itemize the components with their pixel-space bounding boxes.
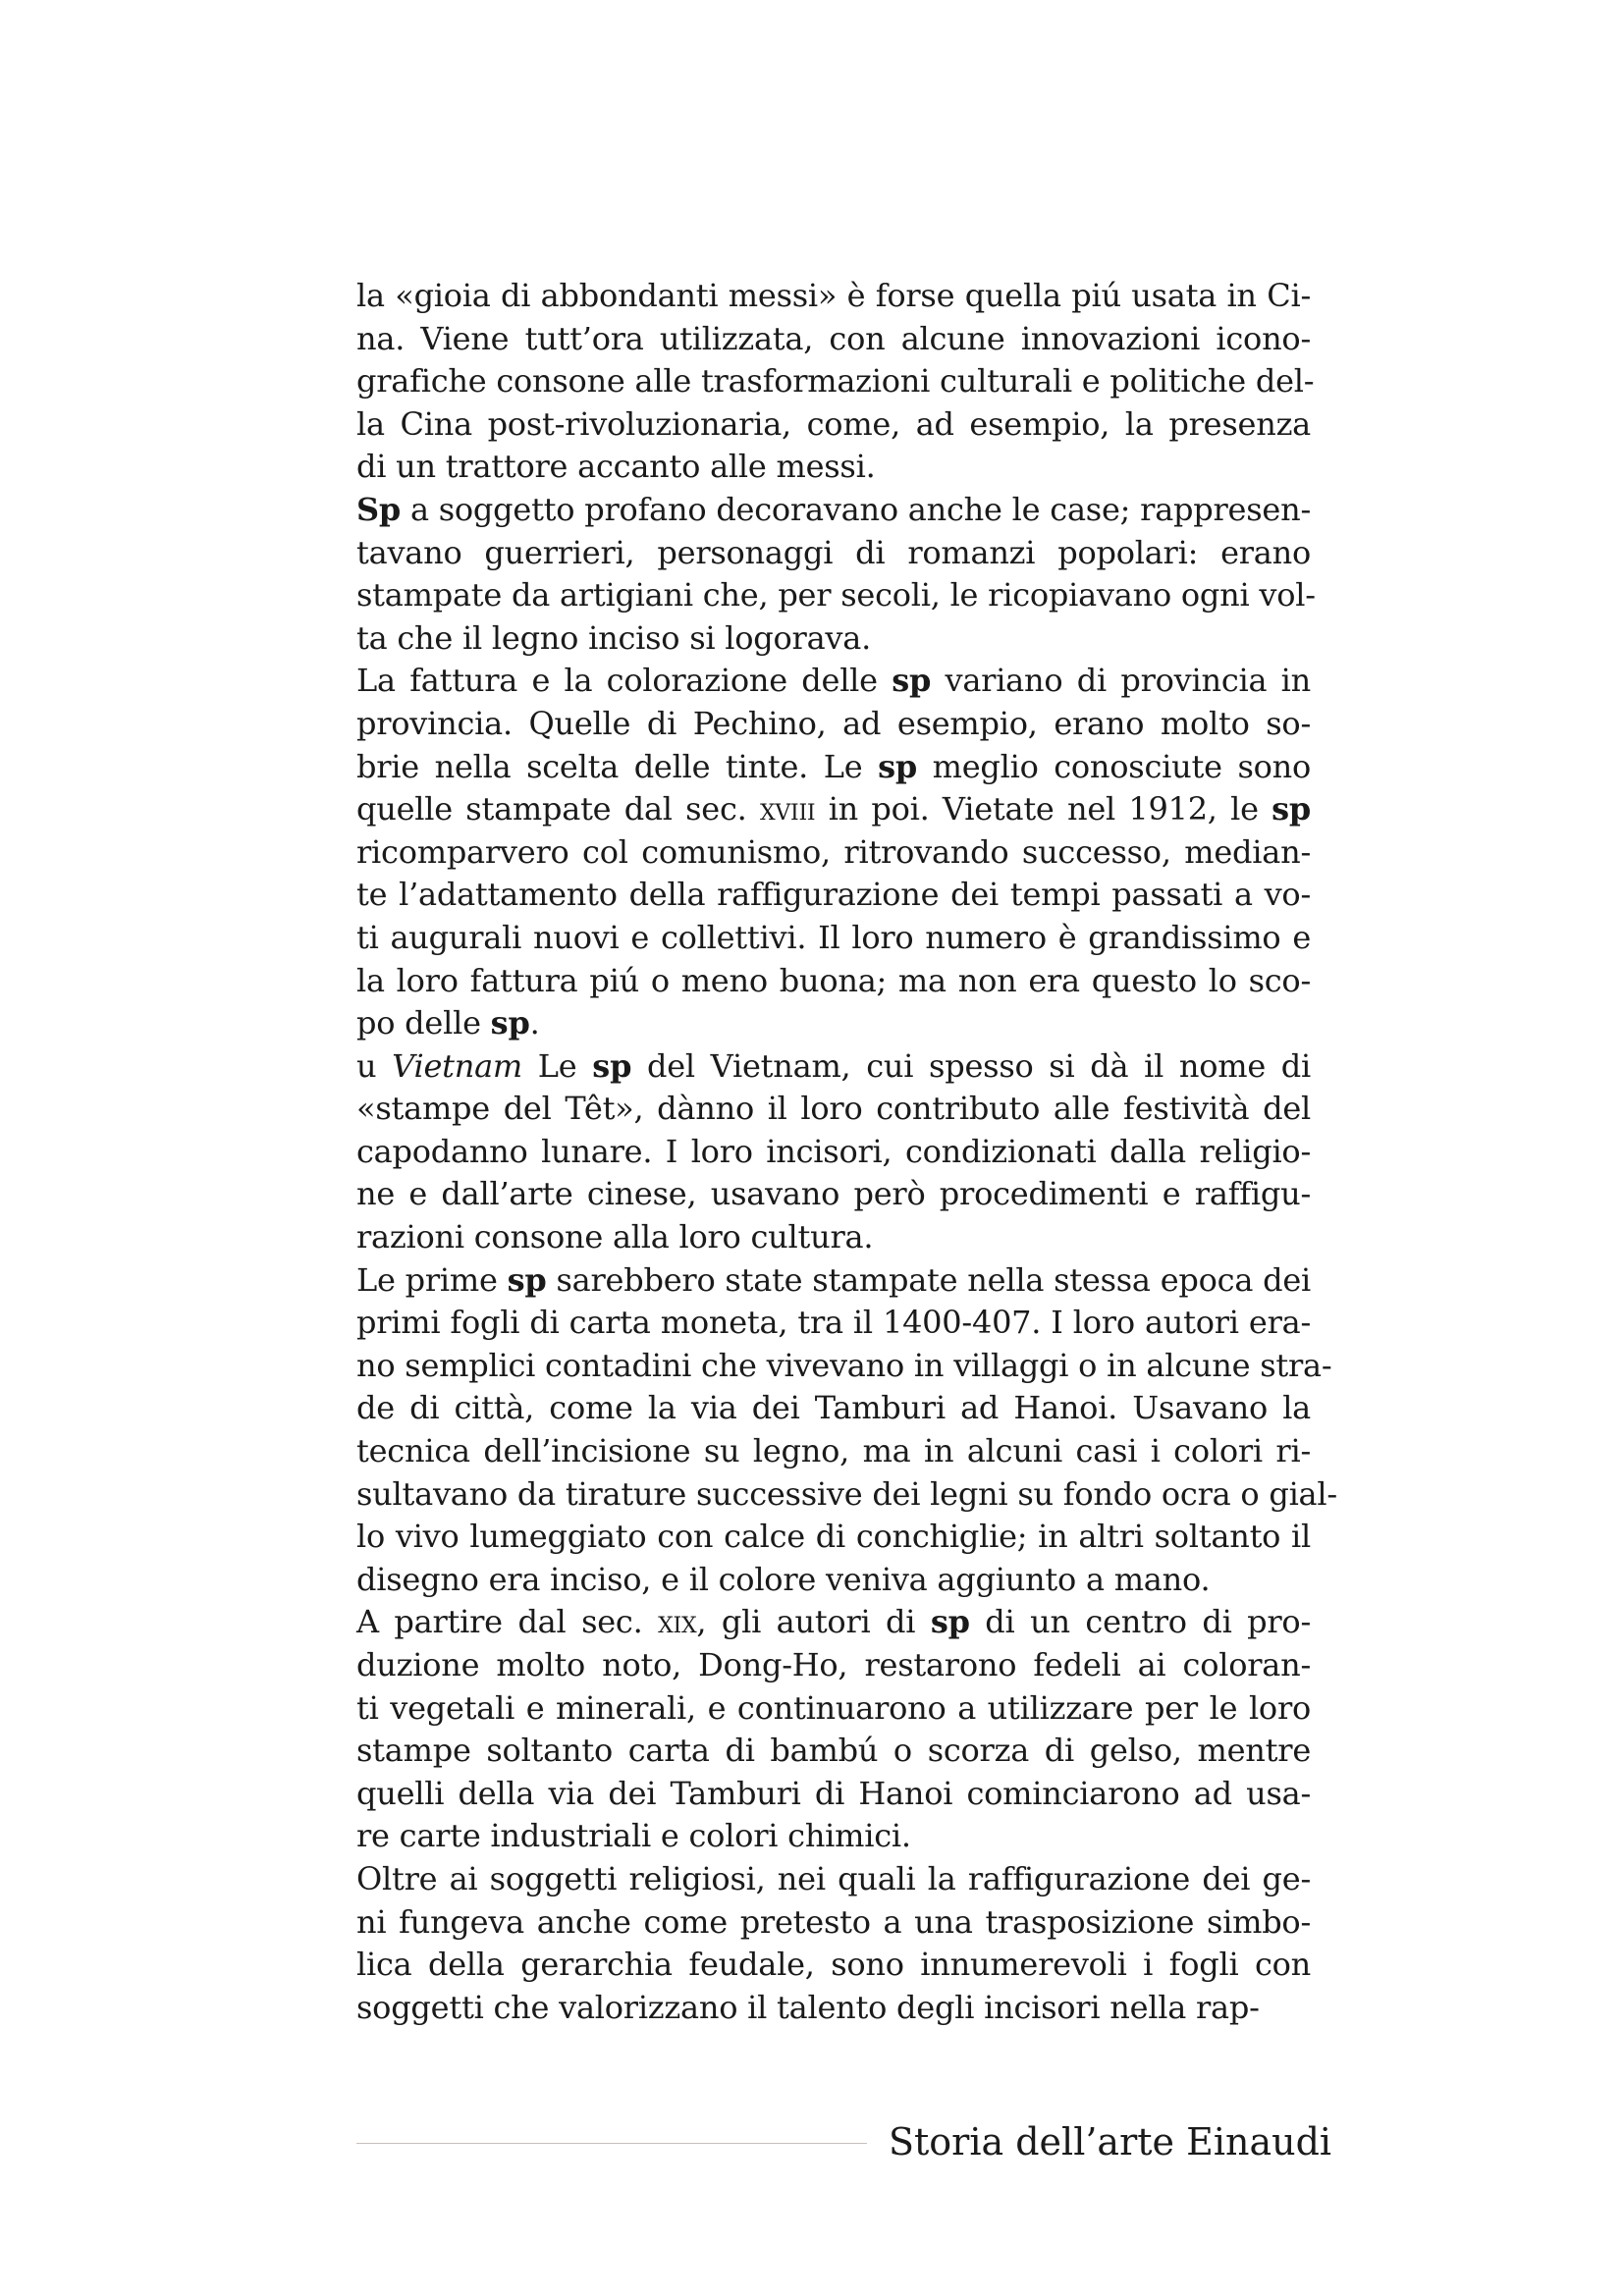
text-line <box>356 446 1311 489</box>
text-run: quelle stampate dal sec. <box>356 790 760 828</box>
paragraph <box>356 1601 1311 1858</box>
abbrev-term: sp <box>892 662 932 700</box>
text-run: variano di provincia in <box>931 662 1312 700</box>
abbrev-term: sp <box>930 1603 970 1641</box>
text-run: ricomparvero col comunismo, ritrovando successo, median- <box>356 832 1311 871</box>
text-line <box>356 1473 1337 1517</box>
abbrev-term: sp <box>878 747 917 785</box>
text-line <box>356 703 1311 746</box>
text-line <box>356 917 1311 960</box>
text-run: quelli della via dei Tamburi di Hanoi cominciarono ad usa- <box>356 1774 1311 1812</box>
text-run: po delle <box>356 1004 491 1042</box>
text-run: de di città, come la via dei Tamburi ad Hanoi. Usavano la <box>356 1389 1311 1427</box>
abbrev-term: sp <box>592 1046 632 1085</box>
text-line <box>356 1601 1311 1644</box>
text-line <box>356 1345 1332 1388</box>
text-line <box>356 660 1311 703</box>
text-line <box>356 1430 1311 1473</box>
text-line <box>356 489 1311 532</box>
text-run: ti vegetali e minerali, e continuarono a utilizzare per le loro <box>356 1688 1311 1727</box>
text-run: la Cina post-rivoluzionaria, come, ad esempio, la presenza <box>356 404 1311 443</box>
text-run: tecnica dell’incisione su legno, ma in alcuni casi i colori ri- <box>356 1432 1311 1470</box>
text-line <box>356 1088 1311 1131</box>
text-run: Le prime <box>356 1260 508 1299</box>
text-line <box>356 532 1311 575</box>
footer-rule <box>356 2143 867 2144</box>
text-line <box>356 1173 1311 1216</box>
text-run: provincia. Quelle di Pechino, ad esempio, erano molto so- <box>356 704 1311 742</box>
text-run: ti augurali nuovi e collettivi. Il loro numero è grandissimo e <box>356 918 1311 956</box>
text-run: primi fogli di carta moneta, tra il 1400-407. I loro autori era- <box>356 1304 1311 1342</box>
text-line <box>356 318 1311 361</box>
abbrev-term: Sp <box>356 490 401 528</box>
text-run: . <box>529 1004 540 1042</box>
text-run: ne e dall’arte cinese, usavano però procedimenti e raffigu- <box>356 1175 1311 1213</box>
text-run: Le <box>522 1046 593 1085</box>
text-run: na. Viene tutt’ora utilizzata, con alcune innovazioni icono- <box>356 319 1311 357</box>
text-run: del Vietnam, cui spesso si dà il nome di <box>631 1046 1312 1085</box>
text-run: la loro fattura piú o meno buona; ma non era questo lo sco- <box>356 961 1311 999</box>
text-line <box>356 1045 1311 1089</box>
text-run: «stampe del Têt», dànno il loro contributo alle festività del <box>356 1090 1311 1128</box>
text-line <box>356 1858 1311 1901</box>
text-line <box>356 275 1311 318</box>
text-line <box>356 746 1311 789</box>
text-run: ta che il legno inciso si logorava. <box>356 618 871 657</box>
text-run: re carte industriali e colori chimici. <box>356 1817 911 1855</box>
text-line <box>356 1730 1311 1773</box>
abbrev-term: sp <box>490 1004 530 1042</box>
text-line <box>356 617 1311 661</box>
text-line <box>356 1002 1311 1045</box>
text-run: di un centro di pro- <box>969 1603 1312 1641</box>
text-line <box>356 874 1311 917</box>
abbrev-term: sp <box>1271 790 1312 828</box>
text-run: xix <box>658 1603 697 1641</box>
text-line <box>356 1387 1311 1430</box>
text-line <box>356 1815 1311 1858</box>
text-run: lica della gerarchia feudale, sono innumerevoli i fogli con <box>356 1946 1311 1984</box>
text-run: duzione molto noto, Dong-Ho, restarono fedeli ai coloran- <box>356 1646 1311 1683</box>
paragraph <box>356 275 1315 489</box>
text-run: sarebbero state stampate nella stessa epoca dei <box>546 1260 1312 1299</box>
text-run: no semplici contadini che vivevano in villaggi o in alcune stra- <box>356 1346 1332 1384</box>
text-line <box>356 1687 1311 1731</box>
text-run: u <box>356 1046 393 1085</box>
text-run: Oltre ai soggetti religiosi, nei quali la raffigurazione dei ge- <box>356 1859 1311 1897</box>
text-run: di un trattore accanto alle messi. <box>356 448 876 486</box>
text-run: in poi. Vietate nel 1912, le <box>815 790 1272 828</box>
text-run: xviii <box>759 790 816 828</box>
paragraph <box>356 1259 1337 1602</box>
page-body <box>356 275 1337 2029</box>
text-run: grafiche consone alle trasformazioni culturali e politiche del- <box>356 362 1315 400</box>
text-line <box>356 1516 1311 1559</box>
footer-title: Storia dell’arte Einaudi <box>889 2120 1332 2163</box>
text-run: stampate da artigiani che, per secoli, le ricopiavano ogni vol- <box>356 576 1316 614</box>
text-line <box>356 1216 1311 1259</box>
text-line <box>356 574 1316 617</box>
text-line <box>356 831 1311 875</box>
text-line <box>356 1773 1311 1816</box>
text-run: razioni consone alla loro cultura. <box>356 1218 874 1256</box>
text-run: A partire dal sec. <box>356 1603 659 1641</box>
text-run: a soggetto profano decoravano anche le case; rappresen- <box>400 490 1311 528</box>
text-line <box>356 403 1311 447</box>
text-run: sultavano da tirature successive dei legni su fondo ocra o gial- <box>356 1474 1337 1513</box>
text-line <box>356 1131 1311 1174</box>
text-run: la «gioia di abbondanti messi» è forse quella piú usata in Ci- <box>356 277 1311 314</box>
text-run: te l’adattamento della raffigurazione dei tempi passati a vo- <box>356 876 1311 914</box>
text-line <box>356 1644 1311 1687</box>
text-run: tavano guerrieri, personaggi di romanzi popolari: erano <box>356 533 1311 571</box>
text-run: soggetti che valorizzano il talento degli incisori nella rap- <box>356 1988 1260 2026</box>
text-run: stampe soltanto carta di bambú o scorza di gelso, mentre <box>356 1732 1311 1770</box>
text-run: capodanno lunare. I loro incisori, condizionati dalla religio- <box>356 1132 1311 1170</box>
text-run: La fattura e la colorazione delle <box>356 662 893 700</box>
abbrev-term: sp <box>507 1260 547 1299</box>
text-line <box>356 1944 1311 1987</box>
text-line <box>356 1987 1311 2030</box>
text-run: , gli autori di <box>696 1603 931 1641</box>
text-line <box>356 788 1311 831</box>
text-run: ni fungeva anche come pretesto a una trasposizione simbo- <box>356 1902 1311 1941</box>
text-line <box>356 1559 1311 1602</box>
text-run: brie nella scelta delle tinte. Le <box>356 747 879 785</box>
section-label: Vietnam <box>392 1046 523 1085</box>
paragraph <box>356 489 1316 660</box>
text-line <box>356 1302 1311 1345</box>
text-line <box>356 960 1311 1003</box>
text-run: meglio conosciute sono <box>916 747 1312 785</box>
text-line <box>356 1901 1311 1945</box>
text-line <box>356 360 1315 403</box>
paragraph <box>356 660 1311 1044</box>
text-run: disegno era inciso, e il colore veniva aggiunto a mano. <box>356 1560 1211 1598</box>
text-line <box>356 1259 1311 1303</box>
paragraph <box>356 1858 1311 2029</box>
paragraph <box>356 1045 1311 1259</box>
text-run: lo vivo lumeggiato con calce di conchiglie; in altri soltanto il <box>356 1518 1311 1556</box>
